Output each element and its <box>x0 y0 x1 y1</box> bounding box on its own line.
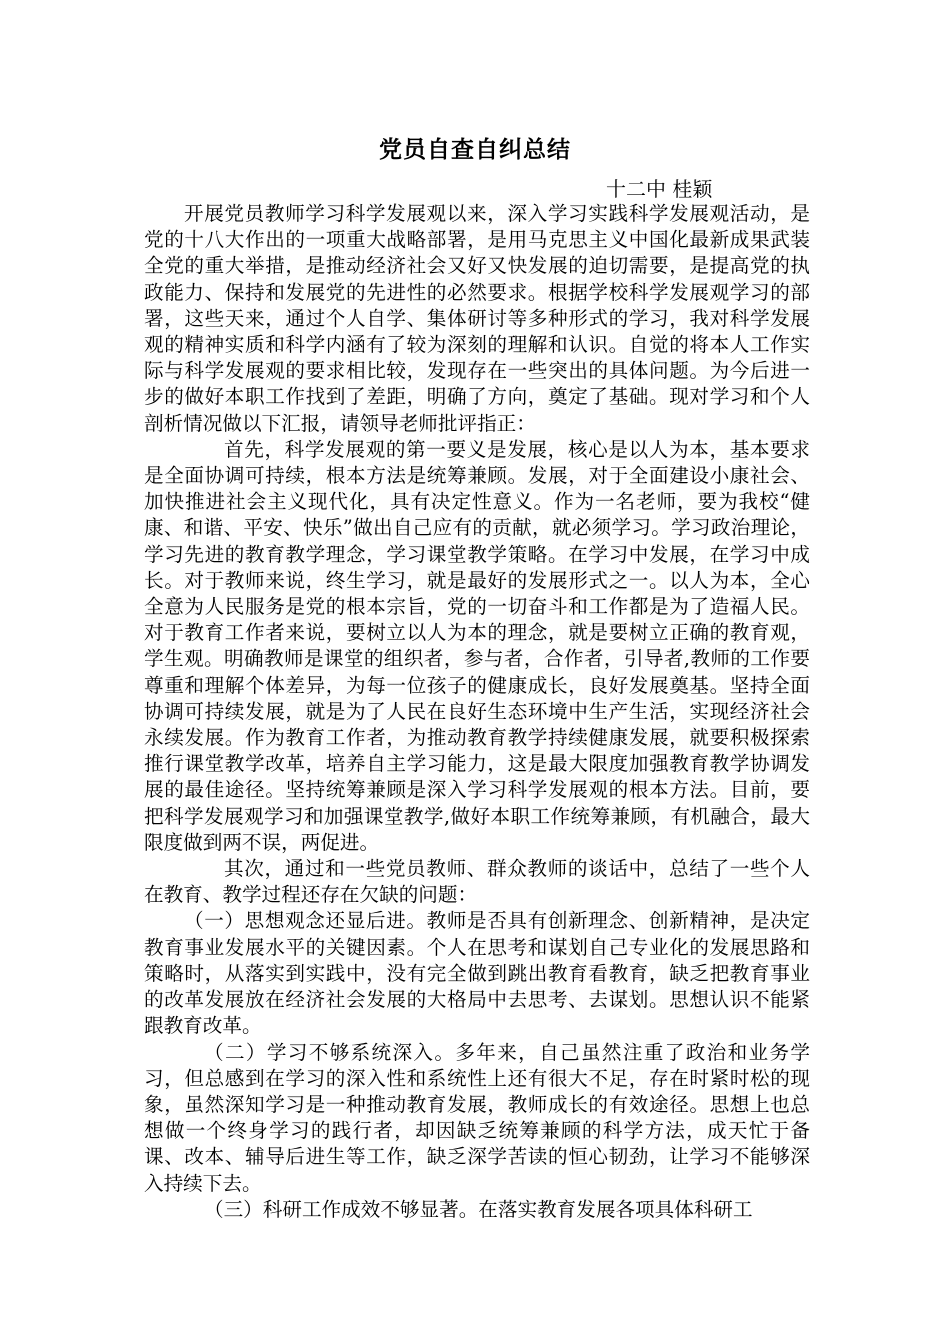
document-body <box>144 201 810 1223</box>
paragraph-item-1: （一）思想观念还显后进。教师是否具有创新理念、创新精神，是决定教育事业发展水平的关键因素。个人在思考和谋划自己专业化的发展思路和策略时，从落实到实践中，没有完全做到跳出教育看教育，缺乏把教育事业的改革发展放在经济社会发展的大格局中去思考、去谋划。思想认识不能紧跟教育改革。 <box>144 909 810 1038</box>
paragraph-intro: 开展党员教师学习科学发展观以来，深入学习实践科学发展观活动，是党的十八大作出的一项重大战略部署，是用马克思主义中国化最新成果武装全党的重大举措，是推动经济社会又好又快发展的迫切需要，是提高党的执政能力、保持和发展党的先进性的必然要求。根据学校科学发展观学习的部署，这些天来，通过个人自学、集体研讨等多种形式的学习，我对科学发展观的精神实质和科学内涵有了较为深刻的理解和认识。自觉的将本人工作实际与科学发展观的要求相比较，发现存在一些突出的具体问题。为今后进一步的做好本职工作找到了差距，明确了方向，奠定了基础。现对学习和个人剖析情况做以下汇报，请领导老师批评指正： <box>144 202 810 435</box>
paragraph-second: 其次，通过和一些党员教师、群众教师的谈话中，总结了一些个人在教育、教学过程还存在欠缺的问题： <box>144 857 810 907</box>
paragraph-item-3: （三）科研工作成效不够显著。在落实教育发展各项具体科研工 <box>204 1197 753 1221</box>
document-title: 党员自查自纠总结 <box>379 137 571 163</box>
paragraph-item-2: （二）学习不够系统深入。多年来，自己虽然注重了政治和业务学习，但总感到在学习的深入性和系统性上还有很大不足，存在时紧时松的现象，虽然深知学习是一种推动教育发展，教师成长的有效途径。思想上也总想做一个终身学习的践行者，却因缺乏统筹兼顾的科学方法，成天忙于备课、改本、辅导后进生等工作，缺乏深学苦读的恒心韧劲，让学习不能够深入持续下去。 <box>144 1040 810 1195</box>
paragraph-first: 首先，科学发展观的第一要义是发展，核心是以人为本，基本要求是全面协调可持续，根本方法是统筹兼顾。发展，对于全面建设小康社会、加快推进社会主义现代化，具有决定性意义。作为一名老师，要为我校“健康、和谐、平安、快乐”做出自己应有的贡献，就必须学习。学习政治理论，学习先进的教育教学理念，学习课堂教学策略。在学习中发展，在学习中成长。对于教师来说，终生学习，就是最好的发展形式之一。以人为本，全心全意为人民服务是党的根本宗旨，党的一切奋斗和工作都是为了造福人民。对于教育工作者来说，要树立以人为本的理念，就是要树立正确的教育观，学生观。明确教师是课堂的组织者，参与者，合作者，引导者,教师的工作要尊重和理解个体差异，为每一位孩子的健康成长，良好发展奠基。坚持全面协调可持续发展，就是为了人民在良好生态环境中生产生活，实现经济社会永续发展。作为教育工作者，为推动教育教学持续健康发展，就要积极探索推行课堂教学改革，培养自主学习能力，这是最大限度加强教育教学协调发展的最佳途径。坚持统筹兼顾是深入学习科学发展观的根本方法。目前，要把科学发展观学习和加强课堂教学,做好本职工作统筹兼顾，有机融合，最大限度做到两不误，两促进。 <box>144 437 810 854</box>
author-line: 十二中 桂颖 <box>606 177 713 201</box>
